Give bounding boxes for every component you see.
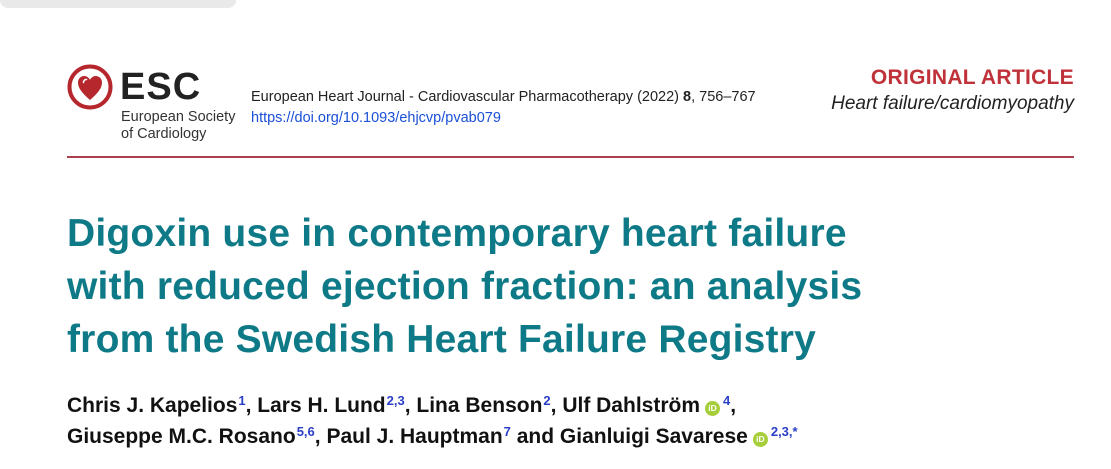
journal-year: (2022) xyxy=(637,89,679,105)
affiliation-ref[interactable]: 5,6 xyxy=(296,424,315,439)
journal-pages: , 756–767 xyxy=(691,89,756,105)
article-type-label: ORIGINAL ARTICLE xyxy=(870,66,1074,89)
affiliation-ref[interactable]: 7 xyxy=(503,424,511,439)
society-name xyxy=(121,109,235,143)
author-separator: , xyxy=(404,394,417,417)
author-separator: , xyxy=(550,394,563,417)
header-divider xyxy=(67,156,1074,158)
esc-heart-logo-icon xyxy=(67,64,113,110)
title-line: from the Swedish Heart Failure Registry xyxy=(67,318,816,361)
author-name: Paul J. Hauptman xyxy=(326,425,503,448)
title-line: Digoxin use in contemporary heart failure xyxy=(67,212,847,255)
journal-name: European Heart Journal - Cardiovascular Pharmacotherapy xyxy=(251,89,634,105)
author-line xyxy=(67,390,1077,421)
author-separator: , xyxy=(314,425,327,448)
author-name: Lina Benson xyxy=(416,394,543,417)
article-category: Heart failure/cardiomyopathy xyxy=(831,93,1074,114)
title-line: with reduced ejection fraction: an analysis xyxy=(67,265,863,308)
orcid-icon[interactable]: iD xyxy=(705,401,720,416)
doi-link[interactable]: https://doi.org/10.1093/ehjcvp/pvab079 xyxy=(251,110,501,126)
logo-wordmark: ESC xyxy=(120,66,202,108)
author-name: Ulf Dahlström xyxy=(562,394,700,417)
affiliation-ref[interactable]: 2,3 xyxy=(386,393,405,408)
author-name: Chris J. Kapelios xyxy=(67,394,238,417)
journal-citation xyxy=(251,89,756,105)
author-name: Giuseppe M.C. Rosano xyxy=(67,425,296,448)
author-list xyxy=(67,390,1077,452)
journal-volume: 8 xyxy=(683,89,692,105)
society-name-line2: of Cardiology xyxy=(121,126,207,142)
affiliation-ref[interactable]: 4 xyxy=(723,393,731,408)
author-separator: , xyxy=(245,394,258,417)
affiliation-ref[interactable]: 2,3,* xyxy=(770,424,798,439)
society-name-line1: European Society xyxy=(121,109,236,125)
article-title xyxy=(67,207,1067,366)
affiliation-ref[interactable]: 1 xyxy=(238,393,246,408)
browser-tab-edge xyxy=(0,0,236,8)
affiliation-ref[interactable]: 2 xyxy=(543,393,551,408)
orcid-icon[interactable]: iD xyxy=(753,432,768,447)
author-name: Gianluigi Savarese xyxy=(559,425,748,448)
author-line xyxy=(67,421,1077,452)
author-separator: , xyxy=(730,394,737,417)
author-separator: and xyxy=(510,425,560,448)
author-name: Lars H. Lund xyxy=(257,394,386,417)
